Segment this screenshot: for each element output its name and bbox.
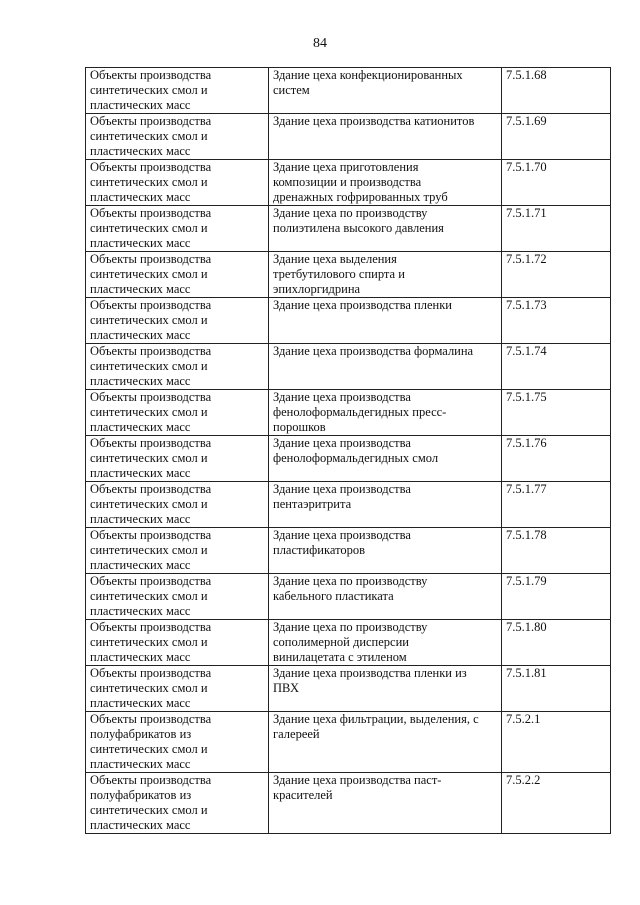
code-cell	[502, 390, 611, 436]
code-cell-text: 7.5.1.74	[506, 344, 547, 358]
code-cell-text: 7.5.1.80	[506, 620, 547, 634]
object-cell-text: Объекты производства синтетических смол и пластических масс	[90, 620, 212, 664]
object-cell-text: Объекты производства синтетических смол и пластических масс	[90, 344, 212, 388]
object-cell-text: Объекты производства синтетических смол и пластических масс	[90, 206, 212, 250]
code-cell-text: 7.5.1.68	[506, 68, 547, 82]
object-cell-text: Объекты производства синтетических смол и пластических масс	[90, 666, 212, 710]
object-cell-text: Объекты производства синтетических смол и пластических масс	[90, 436, 212, 480]
code-cell-text: 7.5.2.2	[506, 773, 541, 787]
building-cell	[269, 528, 502, 574]
table-row	[86, 712, 611, 773]
table-row	[86, 482, 611, 528]
code-cell	[502, 666, 611, 712]
building-cell	[269, 574, 502, 620]
object-cell-text: Объекты производства синтетических смол и пластических масс	[90, 482, 212, 526]
object-cell-text: Объекты производства синтетических смол и пластических масс	[90, 574, 212, 618]
building-cell-text: Здание цеха производства формалина	[273, 344, 474, 358]
table-row	[86, 436, 611, 482]
code-cell-text: 7.5.1.77	[506, 482, 547, 496]
building-cell	[269, 390, 502, 436]
table-row	[86, 390, 611, 436]
building-cell	[269, 252, 502, 298]
building-cell	[269, 436, 502, 482]
code-cell-text: 7.5.1.78	[506, 528, 547, 542]
code-cell	[502, 298, 611, 344]
code-cell-text: 7.5.1.69	[506, 114, 547, 128]
building-cell	[269, 298, 502, 344]
objects-table	[85, 67, 611, 834]
object-cell	[86, 298, 269, 344]
building-cell	[269, 160, 502, 206]
object-cell	[86, 436, 269, 482]
building-cell-text: Здание цеха по производству сополимерной дисперсии винилацетата с этиленом	[273, 620, 428, 664]
building-cell	[269, 344, 502, 390]
object-cell-text: Объекты производства синтетических смол и пластических масс	[90, 252, 212, 296]
building-cell	[269, 206, 502, 252]
code-cell-text: 7.5.2.1	[506, 712, 541, 726]
code-cell-text: 7.5.1.76	[506, 436, 547, 450]
code-cell-text: 7.5.1.71	[506, 206, 547, 220]
table-row	[86, 344, 611, 390]
table-row	[86, 666, 611, 712]
table-row	[86, 114, 611, 160]
page-number: 84	[313, 36, 327, 51]
code-cell-text: 7.5.1.70	[506, 160, 547, 174]
building-cell	[269, 712, 502, 773]
code-cell	[502, 206, 611, 252]
object-cell	[86, 160, 269, 206]
object-cell	[86, 482, 269, 528]
object-cell-text: Объекты производства синтетических смол и пластических масс	[90, 160, 212, 204]
building-cell-text: Здание цеха производства пентаэритрита	[273, 482, 411, 511]
building-cell	[269, 482, 502, 528]
building-cell-text: Здание цеха выделения третбутилового спирта и эпихлоргидрина	[273, 252, 405, 296]
building-cell	[269, 68, 502, 114]
code-cell-text: 7.5.1.81	[506, 666, 547, 680]
building-cell-text: Здание цеха производства фенолоформальдегидных пресс- порошков	[273, 390, 447, 434]
table-row	[86, 528, 611, 574]
code-cell-text: 7.5.1.72	[506, 252, 547, 266]
object-cell-text: Объекты производства синтетических смол и пластических масс	[90, 68, 212, 112]
code-cell	[502, 528, 611, 574]
building-cell-text: Здание цеха по производству полиэтилена высокого давления	[273, 206, 444, 235]
object-cell	[86, 206, 269, 252]
table-row	[86, 773, 611, 834]
building-cell-text: Здание цеха производства фенолоформальдегидных смол	[273, 436, 439, 465]
object-cell	[86, 666, 269, 712]
building-cell-text: Здание цеха производства катионитов	[273, 114, 475, 128]
building-cell-text: Здание цеха фильтрации, выделения, с галереей	[273, 712, 479, 741]
object-cell	[86, 114, 269, 160]
code-cell-text: 7.5.1.73	[506, 298, 547, 312]
table-row	[86, 620, 611, 666]
object-cell-text: Объекты производства синтетических смол и пластических масс	[90, 114, 212, 158]
code-cell	[502, 773, 611, 834]
building-cell-text: Здание цеха приготовления композиции и производства дренажных гофрированных труб	[273, 160, 448, 204]
object-cell	[86, 344, 269, 390]
building-cell	[269, 114, 502, 160]
building-cell-text: Здание цеха производства пленки из ПВХ	[273, 666, 467, 695]
table-body	[86, 68, 611, 834]
object-cell	[86, 773, 269, 834]
code-cell	[502, 436, 611, 482]
object-cell-text: Объекты производства синтетических смол и пластических масс	[90, 298, 212, 342]
table-row	[86, 252, 611, 298]
code-cell	[502, 344, 611, 390]
code-cell	[502, 620, 611, 666]
code-cell	[502, 160, 611, 206]
object-cell	[86, 528, 269, 574]
object-cell	[86, 390, 269, 436]
building-cell	[269, 773, 502, 834]
object-cell	[86, 712, 269, 773]
code-cell	[502, 574, 611, 620]
code-cell	[502, 482, 611, 528]
building-cell-text: Здание цеха по производству кабельного пластиката	[273, 574, 428, 603]
object-cell-text: Объекты производства полуфабрикатов из синтетических смол и пластических масс	[90, 712, 212, 771]
object-cell-text: Объекты производства синтетических смол и пластических масс	[90, 528, 212, 572]
table-row	[86, 574, 611, 620]
object-cell-text: Объекты производства синтетических смол и пластических масс	[90, 390, 212, 434]
code-cell	[502, 712, 611, 773]
table-row	[86, 298, 611, 344]
code-cell	[502, 68, 611, 114]
code-cell-text: 7.5.1.75	[506, 390, 547, 404]
object-cell	[86, 620, 269, 666]
building-cell-text: Здание цеха производства пластификаторов	[273, 528, 411, 557]
object-cell	[86, 68, 269, 114]
code-cell-text: 7.5.1.79	[506, 574, 547, 588]
building-cell	[269, 620, 502, 666]
table-row	[86, 68, 611, 114]
building-cell-text: Здание цеха конфекционированных систем	[273, 68, 463, 97]
table-row	[86, 206, 611, 252]
object-cell	[86, 574, 269, 620]
object-cell-text: Объекты производства полуфабрикатов из синтетических смол и пластических масс	[90, 773, 212, 832]
table-row	[86, 160, 611, 206]
building-cell-text: Здание цеха производства паст- красителей	[273, 773, 442, 802]
object-cell	[86, 252, 269, 298]
building-cell	[269, 666, 502, 712]
building-cell-text: Здание цеха производства пленки	[273, 298, 452, 312]
code-cell	[502, 252, 611, 298]
code-cell	[502, 114, 611, 160]
